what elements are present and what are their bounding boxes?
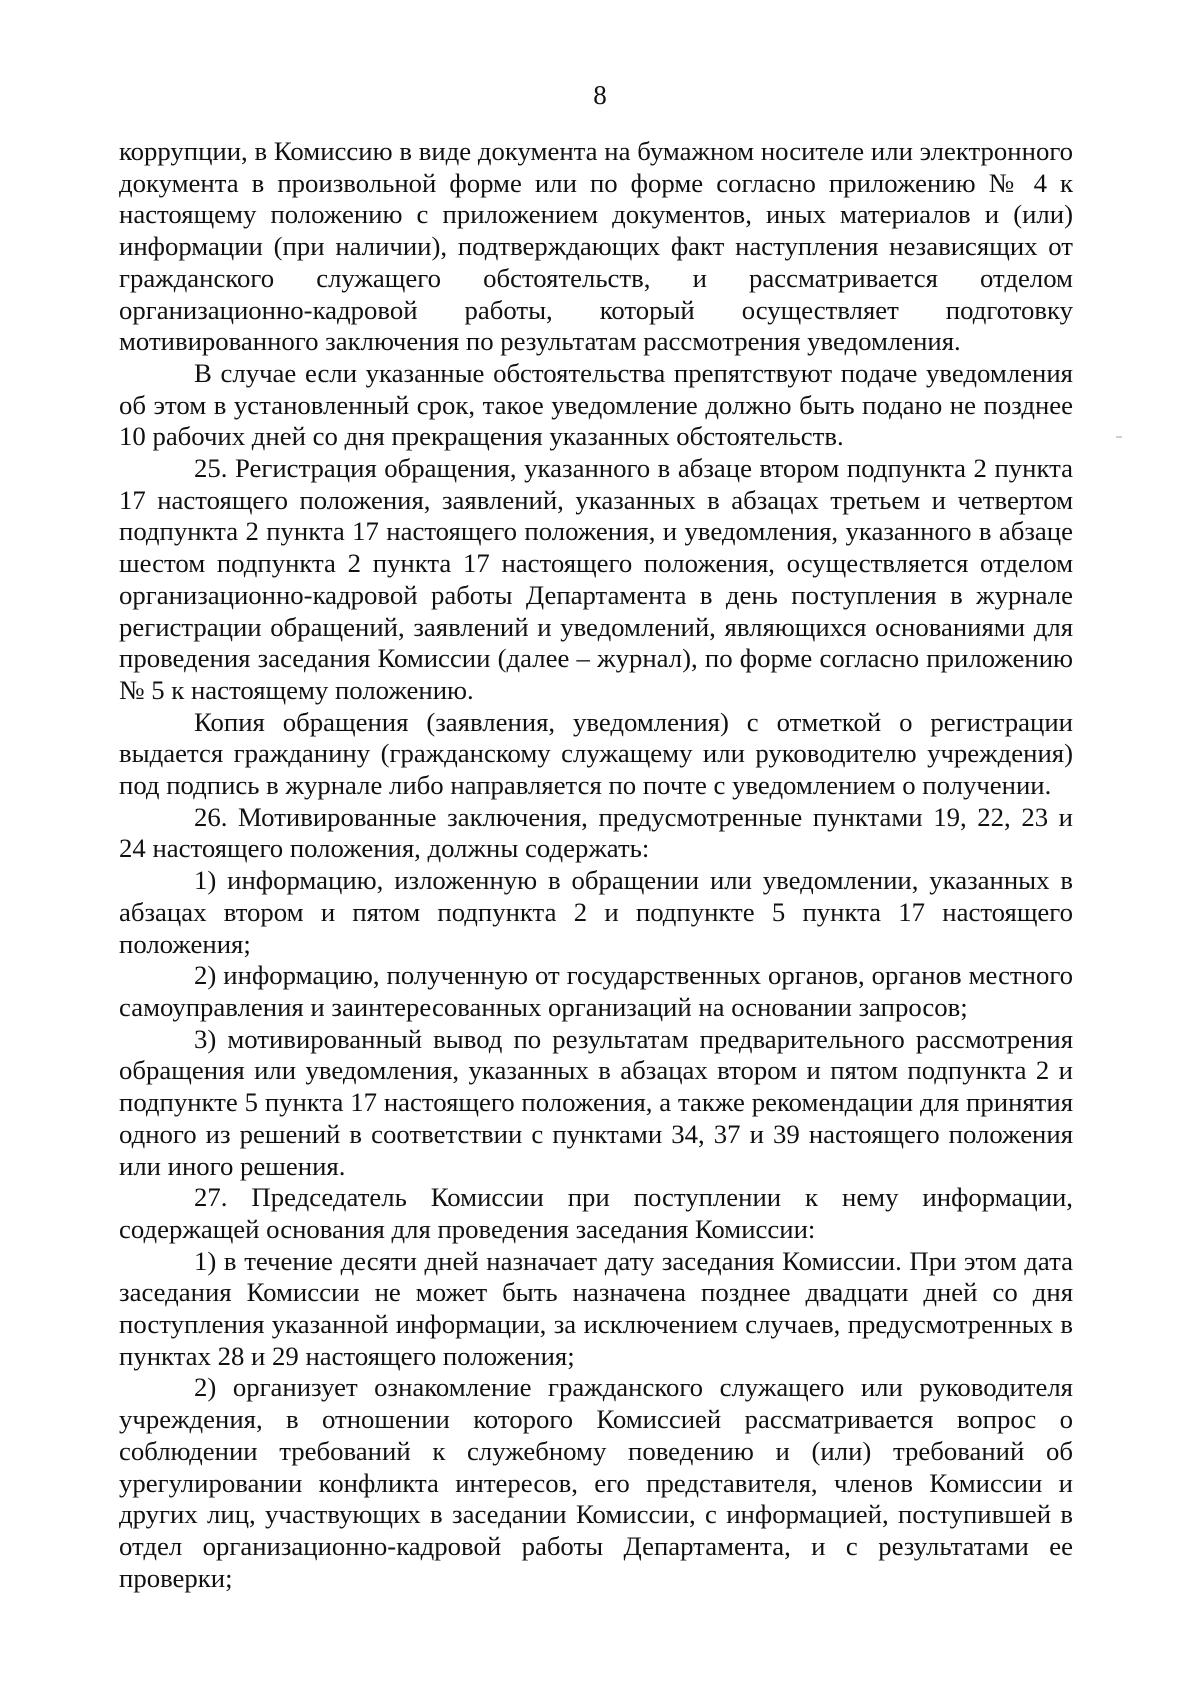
paragraph: В случае если указанные обстоятельства препятствуют подаче уведомления об этом в установленный срок, такое уведомление должно быть подано не позднее 10 рабочих дней со дня прекращения указанных обстоятельств. (119, 357, 1073, 452)
paragraph: 2) информацию, полученную от государственных органов, органов местного самоуправления и заинтересованных организаций на основании запросов; (119, 960, 1073, 1022)
paragraph: 1) в течение десяти дней назначает дату заседания Комиссии. При этом дата заседания Комиссии не может быть назначена позднее двадцати дней со дня поступления указанной информации, за исключением случаев, предусмотренных в пунктах 28 и 29 настоящего положения; (119, 1245, 1073, 1371)
page-number: 8 (593, 80, 607, 110)
paragraph: 2) организует ознакомление гражданского служащего или руководителя учреждения, в отношении которого Комиссией рассматривается вопрос о соблюдении требований к служебному поведению и (или) требований об урегулировании конфликта интересов, его представителя, членов Комиссии и других лиц, участвующих в заседании Комиссии, с информацией, поступившей в отдел организационно-кадровой работы Департамента, и с результатами ее проверки; (119, 1372, 1073, 1593)
paragraph: 1) информацию, изложенную в обращении или уведомлении, указанных в абзацах втором и пятом подпункта 2 и подпункте 5 пункта 17 настоящего положения; (119, 865, 1073, 959)
document-body (119, 136, 1073, 1594)
paragraph: Копия обращения (заявления, уведомления) с отметкой о регистрации выдается гражданину (гражданскому служащему или руководителю учреждения) под подпись в журнале либо направляется по почте с уведомлением о получении. (119, 706, 1073, 801)
scan-artifact (1116, 436, 1122, 438)
paragraph: 3) мотивированный вывод по результатам предварительного рассмотрения обращения или уведомления, указанных в абзацах втором и пятом подпункта 2 и подпункте 5 пункта 17 настоящего положения, а также рекомендации для принятия одного из решений в соответствии с пунктами 34, 37 и 39 настоящего положения или иного решения. (119, 1023, 1073, 1181)
paragraph: 25. Регистрация обращения, указанного в абзаце втором подпункта 2 пункта 17 настоящего положения, заявлений, указанных в абзацах третьем и четвертом подпункта 2 пункта 17 настоящего положения, и уведомления, указанного в абзаце шестом подпункта 2 пункта 17 настоящего положения, осуществляется отделом организационно-кадровой работы Департамента в день поступления в журнале регистрации обращений, заявлений и уведомлений, являющихся основаниями для проведения заседания Комиссии (далее – журнал), по форме согласно приложению № 5 к настоящему положению. (119, 453, 1073, 705)
paragraph: коррупции, в Комиссию в виде документа на бумажном носителе или электронного документа в произвольной форме или по форме согласно приложению № 4 к настоящему положению с приложением документов, иных материалов и (или) информации (при наличии), подтверждающих факт наступления независящих от гражданского служащего обстоятельств, и рассматривается отделом организационно-кадровой работы, который осуществляет подготовку мотивированного заключения по результатам рассмотрения уведомления. (119, 136, 1073, 357)
paragraph: 27. Председатель Комиссии при поступлении к нему информации, содержащей основания для проведения заседания Комиссии: (119, 1182, 1073, 1244)
paragraph: 26. Мотивированные заключения, предусмотренные пунктами 19, 22, 23 и 24 настоящего положения, должны содержать: (119, 801, 1073, 864)
